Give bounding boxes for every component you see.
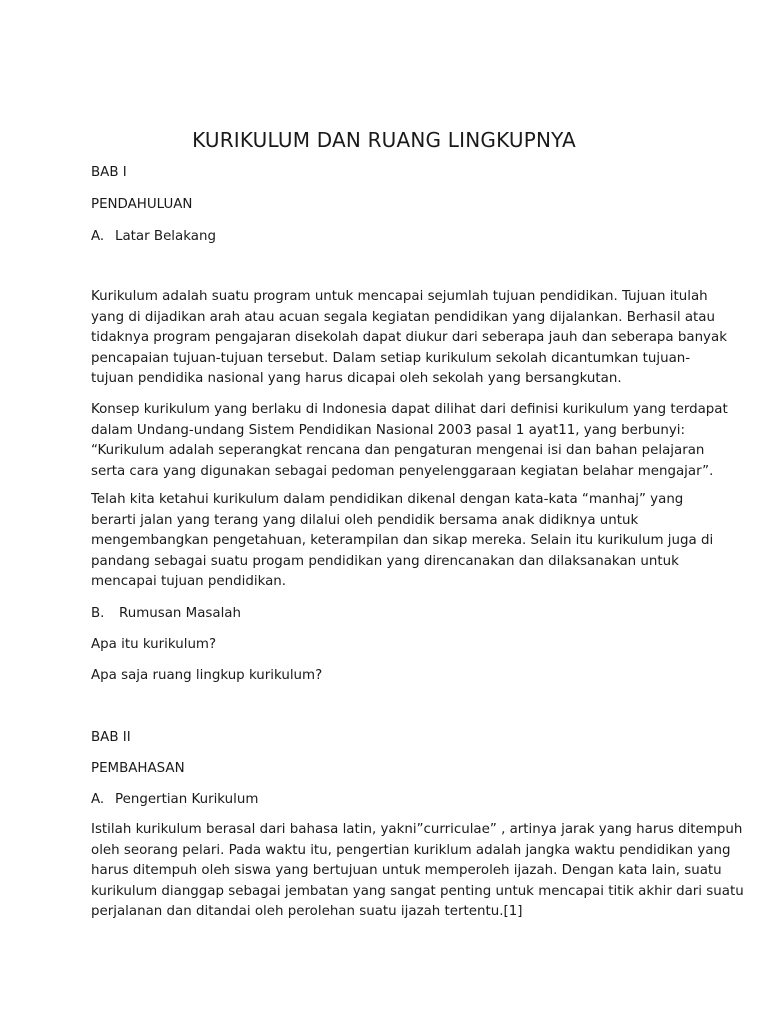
bab1-section-a [91,227,216,247]
paragraph-line: yang di dijadikan arah atau acuan segala kegiatan pendidikan yang dijalankan. Berhasil atau [91,309,715,325]
bab1-paragraph-1 [91,287,727,390]
bab1-section-b [91,604,241,624]
bab1-paragraph-2 [91,400,728,482]
paragraph-line: Konsep kurikulum yang berlaku di Indonesia dapat dilihat dari definisi kurikulum yang terdapat [91,402,728,417]
paragraph-line: pandang sebagai suatu progam pendidikan yang direncanakan dan dilaksanakan untuk [91,553,679,569]
paragraph-line: dalam Undang-undang Sistem Pendidikan Nasional 2003 pasal 1 ayat11, yang berbunyi: [91,422,686,438]
question-2: Apa saja ruang lingkup kurikulum? [91,668,323,683]
section-marker: A. [91,229,105,244]
paragraph-line: tidaknya program pengajaran disekolah dapat diukur dari seberapa jauh dan seberapa banyak [91,330,727,345]
paragraph-line: oleh seorang pelari. Pada waktu itu, pengertian kuriklum adalah jangka waktu pendidikan yang [91,842,731,858]
bab2-heading: BAB II [91,730,131,745]
paragraph-line: berarti jalan yang terang yang dilalui oleh pendidik bersama anak didiknya untuk [91,512,639,528]
paragraph-line: mencapai tujuan pendidikan. [91,574,287,589]
bab1-paragraph-3 [91,490,714,593]
bab2-section-a [91,790,258,810]
paragraph-line: Istilah kurikulum berasal dari bahasa latin, yakni”curriculae” , artinya jarak yang harus ditempuh [91,822,743,837]
paragraph-line: harus ditempuh oleh siswa yang bertujuan untuk memperoleh ijazah. Dengan kata lain, suatu [91,863,722,878]
bab2-subheading: PEMBAHASAN [91,761,185,776]
paragraph-line: kurikulum dianggap sebagai jembatan yang sangat penting untuk mencapai titik akhir dari suatu [91,883,744,899]
section-marker: A. [91,792,105,807]
paragraph-line: perjalanan dan ditandai oleh perolehan suatu ijazah tertentu.[1] [91,904,523,919]
document-title: KURIKULUM DAN RUANG LINGKUPNYA [192,128,576,152]
section-label: Latar Belakang [115,229,216,244]
paragraph-line: mengembangkan pengetahuan, keterampilan dan sikap mereka. Selain itu kurikulum juga di [91,533,714,548]
paragraph-line: Telah kita ketahui kurikulum dalam pendidikan dikenal dengan kata-kata “manhaj” yang [91,492,684,507]
paragraph-line: “Kurikulum adalah seperangkat rencana dan pengaturan mengenai isi dan bahan pelajaran [91,443,705,458]
section-label: Rumusan Masalah [119,606,241,621]
section-label: Pengertian Kurikulum [115,792,259,807]
paragraph-line: Kurikulum adalah suatu program untuk mencapai sejumlah tujuan pendidikan. Tujuan itulah [91,289,708,304]
paragraph-line: tujuan pendidika nasional yang harus dicapai oleh sekolah yang bersangkutan. [91,371,622,386]
paragraph-line: pencapaian tujuan-tujuan tersebut. Dalam setiap kurikulum sekolah dicantumkan tujuan- [91,350,691,366]
section-marker: B. [91,606,105,621]
bab1-heading: BAB I [91,165,127,180]
question-1: Apa itu kurikulum? [91,637,217,652]
paragraph-line: serta cara yang digunakan sebagai pedoman penyelenggaraan kegiatan belahar mengajar”. [91,463,714,479]
bab2-paragraph-1 [91,820,744,923]
bab1-subheading: PENDAHULUAN [91,197,193,212]
